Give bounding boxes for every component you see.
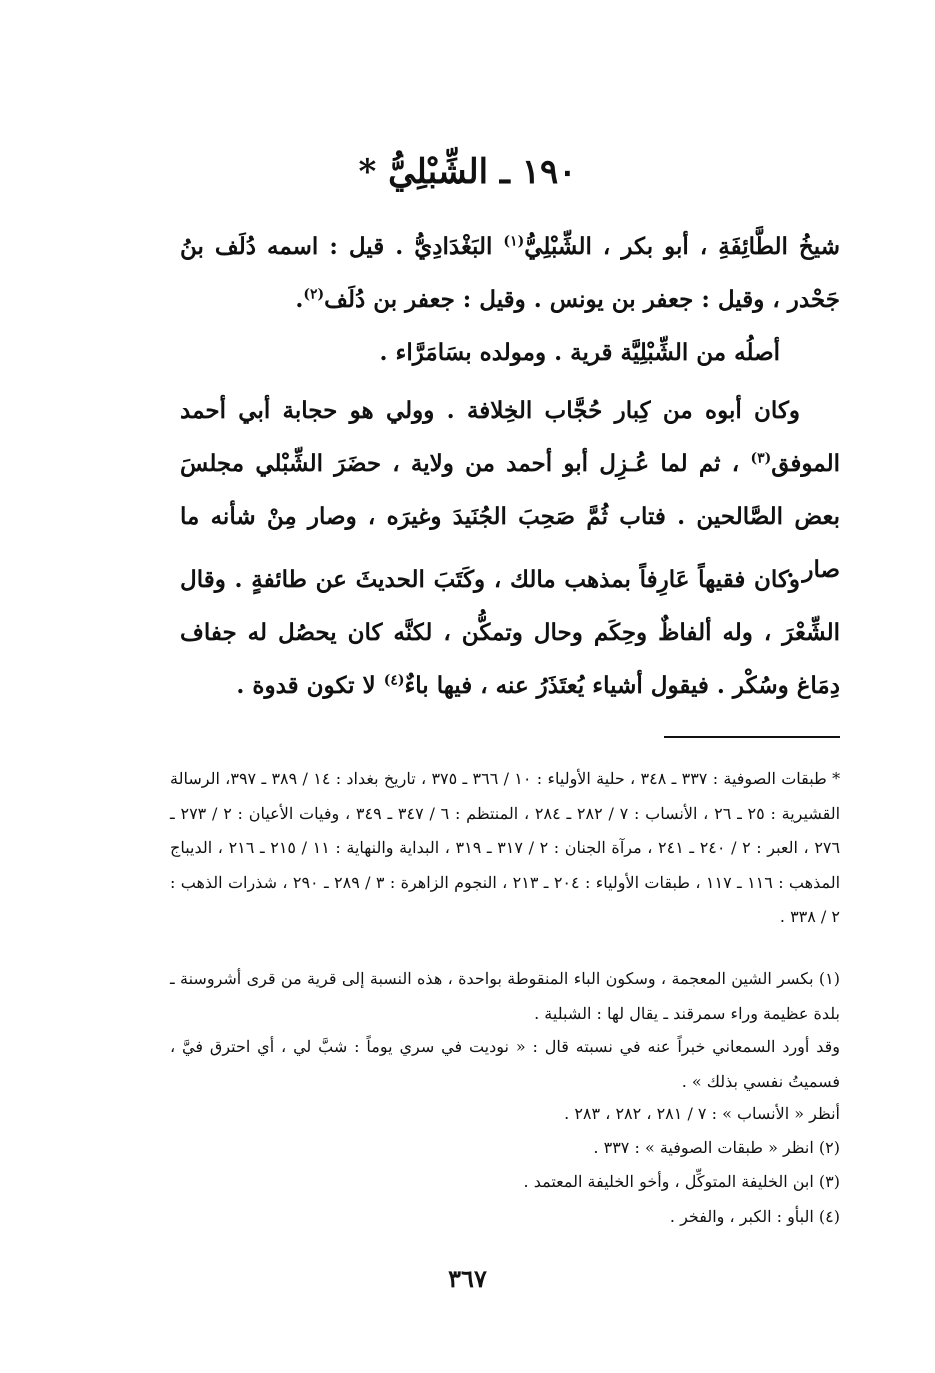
- page-number: ٣٦٧: [448, 1264, 487, 1293]
- footnote-separator: [664, 736, 840, 738]
- paragraph-text: .: [295, 286, 304, 313]
- footnote-4: (٤) البأو : الكبر ، والفخر .: [669, 1207, 840, 1226]
- paragraph-origin: أصلُه من الشِّبْلِيَّة قرية . ومولده بسَامَرَّاء .: [379, 339, 780, 366]
- paragraph-text: شيخُ الطَّائِفَةِ ، أبو بكر ، الشِّبْلِيُّ: [524, 233, 840, 260]
- paragraph-text: ، ثم لما عُـزِل أبو أحمد من ولاية ، حضَرَ الشِّبْلي مجلسَ بعض الصَّالحين . فتاب ثُمَّ صَحِبَ الجُنَيدَ وغيرَه ، وصار مِنْ شأنه ما صار .: [180, 450, 840, 583]
- footnote-marker: (٢): [303, 286, 325, 303]
- footnote-1: (١) بكسر الشين المعجمة ، وسكون الباء المنقوطة بواحدة ، هذه النسبة إلى قرية من قرى أشروسنة ـ بلدة عظيمة وراء سمرقند ـ يقال لها : الشبلية .: [170, 969, 840, 1023]
- footnote-1-reference: أنظر « الأنساب » : ٧ / ٢٨١ ، ٢٨٢ ، ٢٨٣ .: [564, 1104, 840, 1123]
- paragraph-scholarship: [180, 553, 840, 712]
- paragraph-text: لا تكون قدوة .: [236, 672, 384, 699]
- footnote-marker: (١): [503, 233, 525, 250]
- footnote-2: (٢) انظر « طبقات الصوفية » : ٣٣٧ .: [593, 1138, 840, 1157]
- footnote-1-continued: وقد أورد السمعاني خبراً عنه في نسبته قال : « نوديت في سري يوماً : شبَّ لي ، أي احترق فيَّ ، فسميتُ نفسي بذلك » .: [170, 1037, 840, 1091]
- footnote-3: (٣) ابن الخليفة المتوكِّل ، وأخو الخليفة المعتمد .: [523, 1172, 840, 1191]
- footnote-marker: (٤): [383, 672, 405, 689]
- paragraph-text: وكان فقيهاً عَارِفاً بمذهب مالك ، وكَتَبَ الحديثَ عن طائفةٍ . وقال الشِّعْرَ ، وله ألفاظٌ وحِكَم وحال وتمكُّن ، لكنَّه كان يحصُل له جفاف دِمَاغ وسُكْر . فيقول أشياء يُعتَذَرُ عنه ، فيها باءٌ: [180, 566, 840, 699]
- paragraph-text: البَغْدَادِيُّ . قيل : اسمه دُلَف بنُ جَحْدر ، وقيل : جعفر بن يونس . وقيل : جعفر بن دُلَف: [180, 233, 840, 313]
- paragraph-text: وكان أبوه من كِبار حُجَّاب الخِلافة . وولي هو حجابة أبي أحمد الموفق: [180, 397, 840, 477]
- paragraph-name: [180, 220, 840, 379]
- footnote-sources: * طبقات الصوفية : ٣٣٧ ـ ٣٤٨ ، حلية الأولياء : ١٠ / ٣٦٦ ـ ٣٧٥ ، تاريخ بغداد : ١٤ / ٣٨٩ ـ ٣٩٧، الرسالة القشيرية : ٢٥ ـ ٢٦ ، الأنساب : ٧ / ٢٨٢ ـ ٢٨٤ ، المنتظم : ٦ / ٣٤٧ ـ ٣٤٩ ، وفيات الأعيان : ٢ / ٢٧٣ ـ ٢٧٦ ، العبر : ٢ / ٢٤٠ ـ ٢٤١ ، مرآة الجنان : ٢ / ٣١٧ ـ ٣١٩ ، البداية والنهاية : ١١ / ٢١٥ ـ ٢١٦ ، الديباج المذهب : ١١٦ ـ ١١٧ ، طبقات الأولياء : ٢٠٤ ـ ٢١٣ ، النجوم الزاهرة : ٣ / ٢٨٩ ـ ٢٩٠ ، شذرات الذهب : ٢ / ٣٣٨ .: [170, 769, 841, 926]
- entry-heading: ١٩٠ ـ الشِّبْلِيُّ *: [358, 152, 577, 192]
- footnote-marker: (٣): [750, 450, 772, 467]
